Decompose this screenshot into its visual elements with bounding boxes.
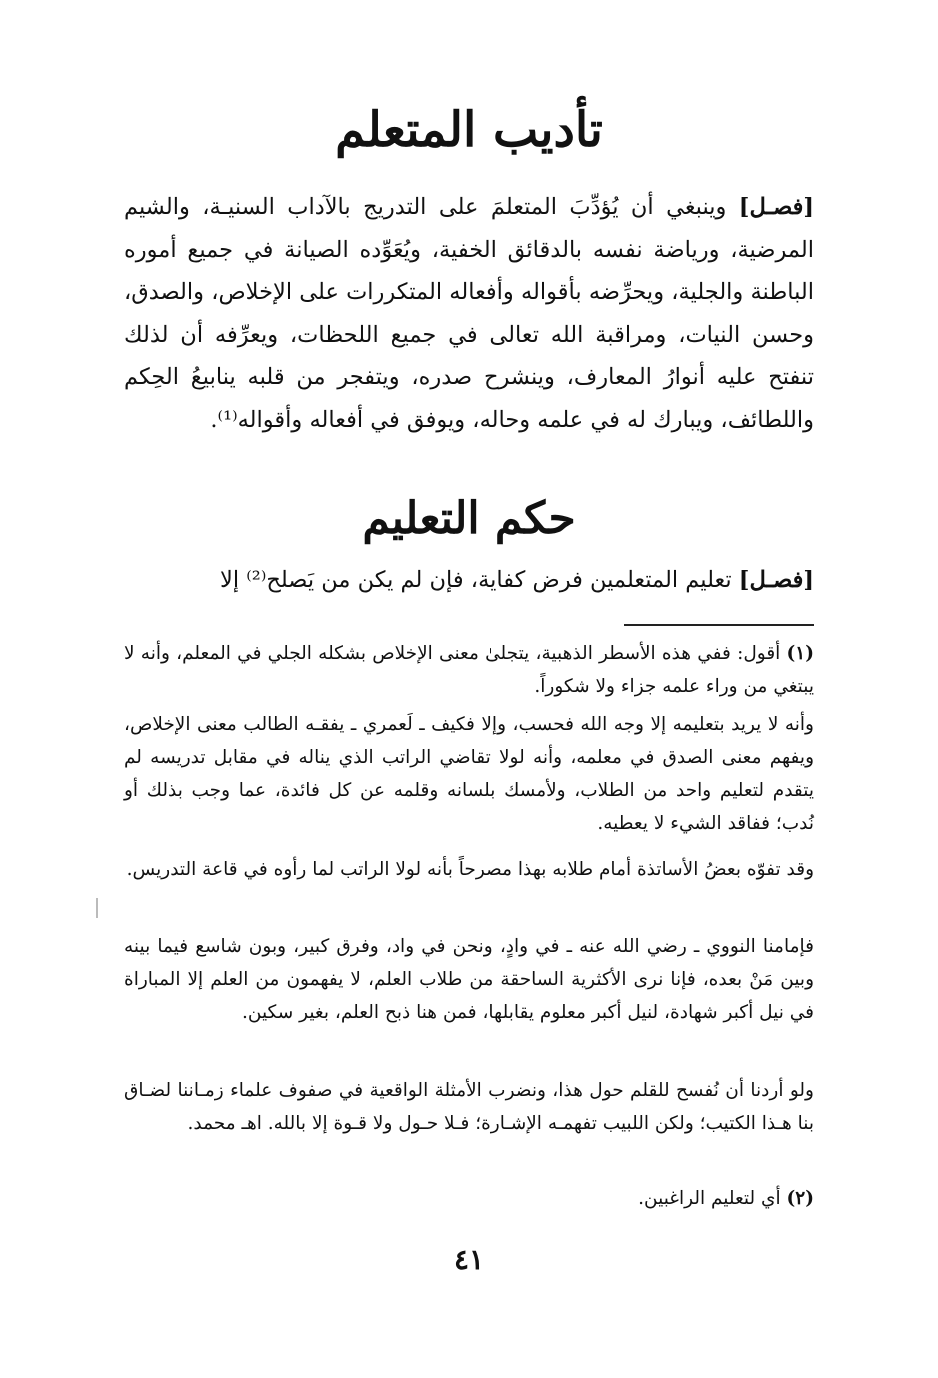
section-heading-ruling-of-teaching: حكم التعليم [362,493,576,544]
section-tag: [فصـل] [738,567,814,593]
footnote-1-continued-a: وأنه لا يريد بتعليمه إلا وجه الله فحسب، وإلا فكيف ـ لَعمري ـ يفقـه الطالب معنى الإخلاص، ويفهم معنى الصدق في معلمه، وأنه لولا تقاضي الراتب الذي يناله في مقابل تدريسه لم يتقدم لتعليم واحد من الطلاب، ولأمسك بلسانه وقلمه عن كل فائدة، عما وجب بذلك أو نُدب؛ ففاقد الشيء لا يعطيه. [124,714,814,834]
footnote-divider [624,624,814,626]
footnote-number: (٢) [786,1188,814,1209]
footnote-1-continued-b: وقد تفوّه بعضُ الأساتذة أمام طلابه بهذا مصرحاً بأنه لولا الراتب لما رأوه في قاعة التدريس. [126,859,814,880]
paragraph-text: وينبغي أن يُؤدِّبَ المتعلمَ على التدريج بالآداب السنيـة، والشيم المرضية، ورياضة نفسه بالدقائق الخفية، ويُعَوِّده الصيانة في جميع أموره الباطنة والجلية، ويحرِّضه بأقواله وأفعاله المتكررات على الإخلاص، والصدق، وحسن النيات، ومراقبة الله تعالى في جميع اللحظات، ويعرِّفه أن لذلك تنفتح عليه أنوارُ المعارف، وينشرح صدره، ويتفجر من قلبه ينابيعُ الحِكم واللطائف، ويبارك له في علمه وحاله، ويوفق في أفعاله وأقواله⁽¹⁾. [124,194,814,433]
paragraph-disciplining [124,186,814,442]
paragraph-ruling [124,559,814,602]
scan-mark [96,898,98,918]
section-tag: [فصـل] [738,194,814,220]
paragraph-text: تعليم المتعلمين فرض كفاية، فإن لم يكن من يَصلح⁽²⁾ إلا [220,567,739,593]
footnote-1 [124,637,814,703]
footnote-1-continued-c: فإمامنا النووي ـ رضي الله عنه ـ في وادٍ، ونحن في واد، وفرق كبير، وبون شاسع فيما بينه وبين مَنْ بعده، فإنا نرى الأكثرية الساحقة من طلاب العلم، لا يفهمون من العلم إلا المباراة في نيل أكبر شهادة، لنيل أكبر معلوم يقابلها، فمن هنا ذبح العلم، بغير سكين. [124,936,814,1023]
page-number: ٤١ [453,1243,485,1276]
footnote-2 [124,1182,814,1215]
section-heading-disciplining-learner: تأديب المتعلم [335,102,603,158]
footnote-text: أي لتعليم الراغبين. [638,1188,787,1209]
footnote-number: (١) [786,643,814,664]
footnote-1-continued-d: ولو أردنا أن نُفسح للقلم حول هذا، ونضرب الأمثلة الواقعية في صفوف علماء زمـاننا لضـاق بنا هـذا الكتيب؛ ولكن اللبيب تفهمـه الإشـارة؛ فـلا حـول ولا قـوة إلا بالله. اهـ محمد. [124,1080,814,1134]
footnote-text: أقول: ففي هذه الأسطر الذهبية، يتجلىٰ معنى الإخلاص بشكله الجلي في المعلم، وأنه لا يبتغي من وراء علمه جزاء ولا شكوراً. [124,643,814,697]
